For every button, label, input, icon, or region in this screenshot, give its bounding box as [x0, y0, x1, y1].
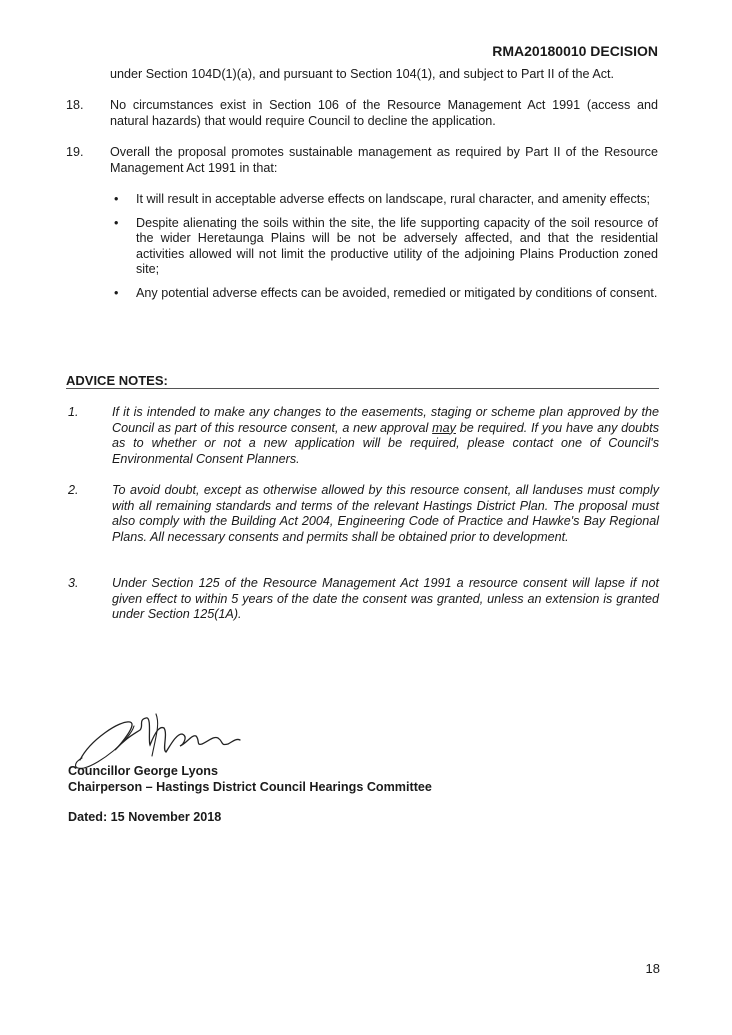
continuation-text: under Section 104D(1)(a), and pursuant to Section 104(1), and subject to Part II of the Act. [110, 67, 615, 81]
advice-note-3 [66, 576, 659, 623]
paragraph-18 [66, 98, 658, 129]
bullet-text: It will result in acceptable adverse effects on landscape, rural character, and amenity effects; [136, 192, 651, 206]
advice-notes-heading: ADVICE NOTES: [66, 373, 168, 388]
paragraph-number: 19. [66, 145, 84, 159]
bullet-item [110, 216, 658, 278]
note-number: 3. [68, 576, 79, 590]
paragraph-19 [66, 145, 658, 176]
bullet-item [110, 286, 658, 302]
note-number: 2. [68, 483, 79, 497]
note-number: 1. [68, 405, 79, 419]
paragraph-text: No circumstances exist in Section 106 of the Resource Management Act 1991 (access and natural hazards) that would require Council to decline the application. [110, 98, 658, 128]
bullet-icon: • [114, 285, 119, 300]
document-reference: RMA20180010 DECISION [492, 43, 658, 59]
bullet-icon: • [114, 215, 119, 230]
page-number: 18 [645, 961, 660, 976]
signatory-name: Councillor George Lyons [68, 764, 218, 778]
advice-note-2 [66, 483, 659, 545]
heading-divider [66, 388, 659, 389]
bullet-list [110, 192, 658, 302]
bullet-icon: • [114, 192, 119, 206]
bullet-text: Despite alienating the soils within the site, the life supporting capacity of the soil resource of the wider Heretaunga Plains will be not be adversely affected, and that the residential activities allowed will not limit the productive utility of the adjoining Plains Production zoned site; [136, 215, 658, 277]
note-text: If it is intended to make any changes to the easements, staging or scheme plan approved by the Council as part of this resource consent, a new approval may be required. If you have any doubts as to whether or not a new application will be required, please contact one of Council's Environmental Consent Planners. [112, 405, 659, 466]
underlined-word: may [432, 420, 456, 435]
paragraph-text: Overall the proposal promotes sustainable management as required by Part II of the Resource Management Act 1991 in that: [110, 145, 658, 175]
decision-date: Dated: 15 November 2018 [68, 810, 222, 824]
note-text: Under Section 125 of the Resource Management Act 1991 a resource consent will lapse if not given effect to within 5 years of the date the consent was granted, unless an extension is granted under Section 125(1A). [112, 576, 659, 622]
advice-note-1 [66, 405, 659, 467]
bullet-text: Any potential adverse effects can be avoided, remedied or mitigated by conditions of consent. [136, 285, 658, 300]
note-text: To avoid doubt, except as otherwise allowed by this resource consent, all landuses must comply with all remaining standards and terms of the relevant Hastings District Plan. The proposal must also comply with the Building Act 2004, Engineering Code of Practice and Hawke's Bay Regional Plans. All necessary consents and permits shall be obtained prior to development. [112, 483, 659, 544]
paragraph-number: 18. [66, 98, 84, 112]
signatory-role: Chairperson – Hastings District Council Hearings Committee [68, 780, 432, 794]
bullet-item [110, 192, 658, 208]
